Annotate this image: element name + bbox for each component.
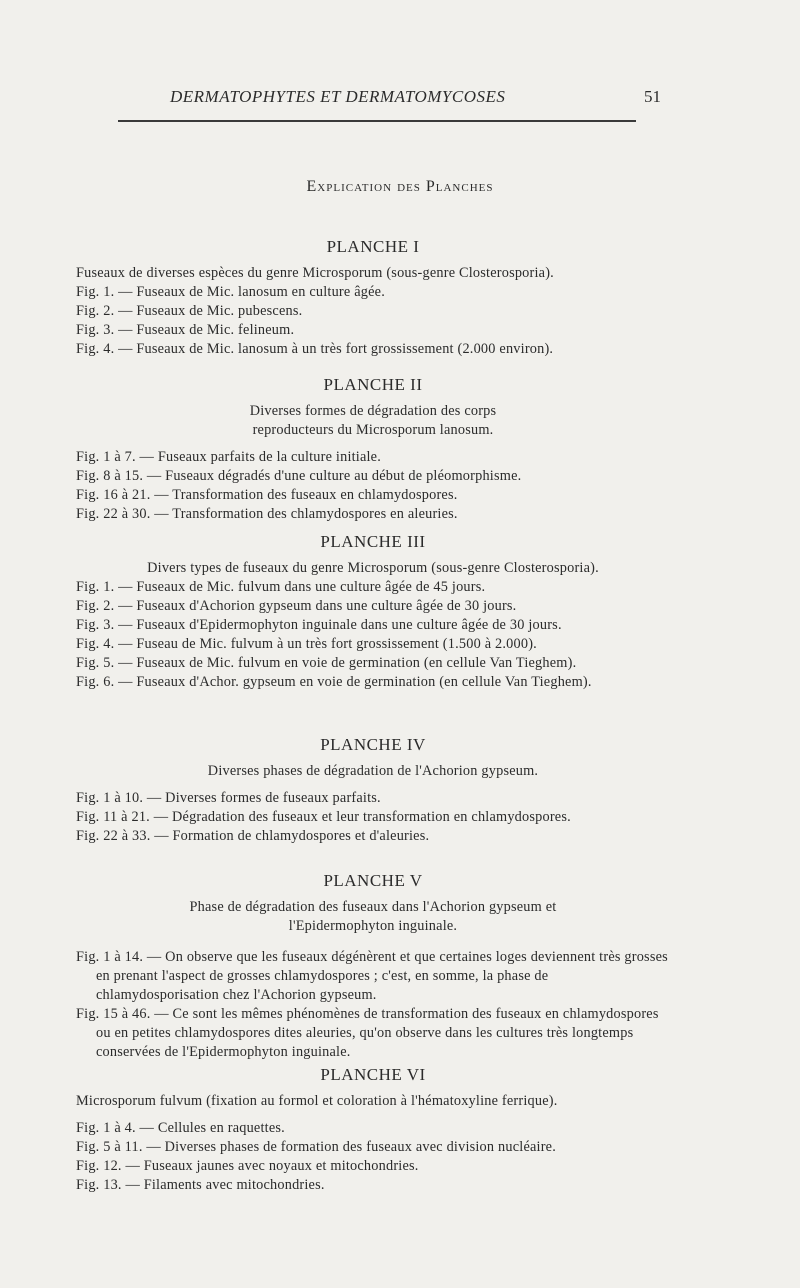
plate-intro: Phase de dégradation des fuseaux dans l'Achorion gypseum et l'Epidermophyton inguinale. bbox=[189, 899, 557, 934]
running-title: DERMATOPHYTES ET DERMATOMYCOSES bbox=[170, 87, 506, 106]
plate-6 bbox=[76, 1065, 670, 1195]
figure-caption: Fig. 16 à 21. — Transformation des fuseaux en chlamydospores. bbox=[76, 487, 458, 503]
figure-caption: Fig. 11 à 21. — Dégradation des fuseaux et leur transformation en chlamydospores. bbox=[76, 809, 571, 825]
plate-intro: Microsporum fulvum (fixation au formol et coloration à l'hématoxyline ferrique). bbox=[76, 1093, 558, 1109]
figure-caption: Fig. 1 à 14. — On observe que les fuseaux dégénèrent et que certaines loges deviennent très grosses en prenant l'aspect de grosses chlamydospores ; c'est, en somme, la phase de chlamydosporisation chez l'Achorion gypseum. bbox=[76, 949, 668, 1003]
plate-intro: Fuseaux de diverses espèces du genre Microsporum (sous-genre Closterosporia). bbox=[76, 265, 554, 281]
plate-1 bbox=[76, 237, 670, 359]
plate-heading: PLANCHE V bbox=[323, 871, 423, 890]
figure-caption: Fig. 22 à 33. — Formation de chlamydospores et d'aleuries. bbox=[76, 828, 430, 844]
plate-intro: Divers types de fuseaux du genre Microsporum (sous-genre Closterosporia). bbox=[147, 560, 599, 576]
figure-caption: Fig. 5 à 11. — Diverses phases de formation des fuseaux avec division nucléaire. bbox=[76, 1139, 556, 1155]
figure-caption: Fig. 1 à 4. — Cellules en raquettes. bbox=[76, 1120, 285, 1136]
plate-heading: PLANCHE I bbox=[326, 237, 420, 256]
figure-caption: Fig. 3. — Fuseaux d'Epidermophyton inguinale dans une culture âgée de 30 jours. bbox=[76, 617, 562, 633]
plate-heading: PLANCHE III bbox=[320, 532, 426, 551]
plate-heading: PLANCHE VI bbox=[320, 1065, 426, 1084]
plate-5 bbox=[76, 871, 670, 1062]
figure-caption: Fig. 22 à 30. — Transformation des chlamydospores en aleuries. bbox=[76, 506, 458, 522]
figure-caption: Fig. 1 à 7. — Fuseaux parfaits de la culture initiale. bbox=[76, 449, 382, 465]
figure-caption: Fig. 3. — Fuseaux de Mic. felineum. bbox=[76, 322, 295, 338]
figure-caption: Fig. 12. — Fuseaux jaunes avec noyaux et mitochondries. bbox=[76, 1158, 419, 1174]
figure-caption: Fig. 1. — Fuseaux de Mic. fulvum dans une culture âgée de 45 jours. bbox=[76, 579, 486, 595]
plate-intro: Diverses phases de dégradation de l'Achorion gypseum. bbox=[207, 763, 539, 779]
figure-caption: Fig. 2. — Fuseaux d'Achorion gypseum dans une culture âgée de 30 jours. bbox=[76, 598, 517, 614]
plate-intro: Diverses formes de dégradation des corps reproducteurs du Microsporum lanosum. bbox=[249, 403, 497, 438]
figure-caption: Fig. 1. — Fuseaux de Mic. lanosum en culture âgée. bbox=[76, 284, 385, 300]
figure-caption: Fig. 2. — Fuseaux de Mic. pubescens. bbox=[76, 303, 303, 319]
figure-caption: Fig. 4. — Fuseaux de Mic. lanosum à un très fort grossissement (2.000 environ). bbox=[76, 341, 554, 357]
page-number: 51 bbox=[644, 87, 661, 106]
plate-3 bbox=[76, 532, 670, 692]
plate-4 bbox=[76, 735, 670, 846]
figure-caption: Fig. 15 à 46. — Ce sont les mêmes phénomènes de transformation des fuseaux en chlamydospores ou en petites chlamydospores dites aleuries, qu'on observe dans les cultures très longtemps conservées de l'Epidermophyton inguinale. bbox=[76, 1006, 659, 1060]
header-rule bbox=[118, 120, 636, 122]
figure-caption: Fig. 4. — Fuseau de Mic. fulvum à un très fort grossissement (1.500 à 2.000). bbox=[76, 636, 537, 652]
figure-caption: Fig. 8 à 15. — Fuseaux dégradés d'une culture au début de pléomorphisme. bbox=[76, 468, 522, 484]
figure-caption: Fig. 6. — Fuseaux d'Achor. gypseum en voie de germination (en cellule Van Tieghem). bbox=[76, 674, 592, 690]
figure-caption: Fig. 5. — Fuseaux de Mic. fulvum en voie de germination (en cellule Van Tieghem). bbox=[76, 655, 577, 671]
figure-caption: Fig. 1 à 10. — Diverses formes de fuseaux parfaits. bbox=[76, 790, 381, 806]
plate-2 bbox=[76, 375, 670, 524]
figure-caption: Fig. 13. — Filaments avec mitochondries. bbox=[76, 1177, 325, 1193]
plate-heading: PLANCHE II bbox=[323, 375, 423, 394]
main-title: Explication des Planches bbox=[306, 178, 494, 195]
plate-heading: PLANCHE IV bbox=[320, 735, 426, 754]
